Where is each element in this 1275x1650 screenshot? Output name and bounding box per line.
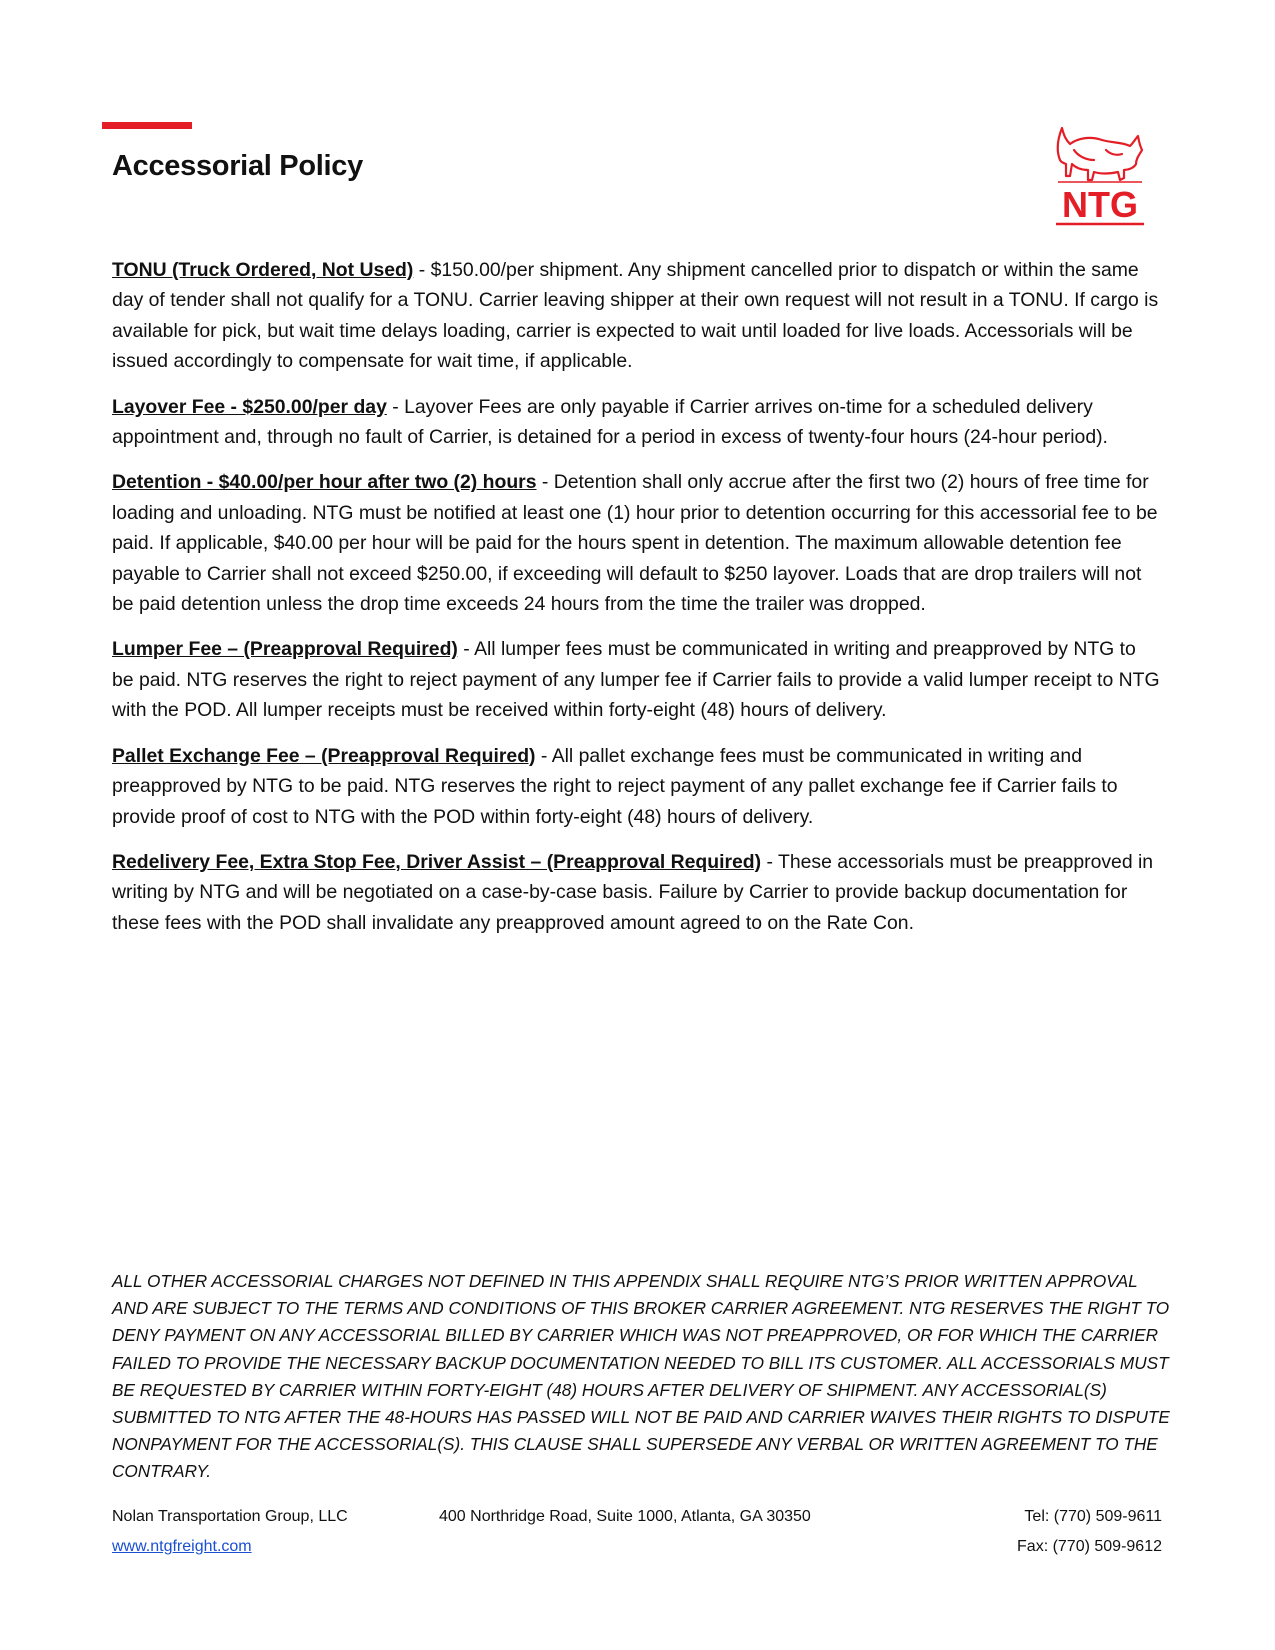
accessorial-notice: ALL OTHER ACCESSORIAL CHARGES NOT DEFINED IN THIS APPENDIX SHALL REQUIRE NTG’S PRIOR WRITTEN APPROVAL AND ARE SUBJECT TO THE TERMS AND CONDITIONS OF THIS BROKER CARRIER AGREEMENT. NTG RESERVES THE RIGHT TO DENY PAYMENT ON ANY ACCESSORIAL BILLED BY CARRIER WHICH WAS NOT PREAPPROVED, OR FOR WHICH THE CARRIER FAILED TO PROVIDE THE NECESSARY BACKUP DOCUMENTATION NEEDED TO BILL ITS CUSTOMER. ALL ACCESSORIALS MUST BE REQUESTED BY CARRIER WITHIN FORTY-EIGHT (48) HOURS AFTER DELIVERY OF SHIPMENT. ANY ACCESSORIAL(S) SUBMITTED TO NTG AFTER THE 48-HOURS HAS PASSED WILL NOT BE PAID AND CARRIER WAIVES THEIR RIGHTS TO DISPUTE NONPAYMENT FOR THE ACCESSORIAL(S). THIS CLAUSE SHALL SUPERSEDE ANY VERBAL OR WRITTEN AGREEMENT TO THE CONTRARY. <box>112 1271 1170 1482</box>
section-heading: Lumper Fee – (Preapproval Required) <box>112 638 458 661</box>
header-accent-bar <box>102 122 192 129</box>
section-heading: Pallet Exchange Fee – (Preapproval Required) <box>112 744 536 767</box>
ntg-logo <box>1050 120 1150 232</box>
section-body: Detention shall only accrue after the first two (2) hours of free time for loading and unloading. NTG must be notified at least one (1) hour prior to detention occurring for this accessorial fee to be paid. If applicable, $40.00 per hour will be paid for the hours spent in detention. The maximum allowable detention fee payable to Carrier shall not exceed $250.00, if exceeding will default to $250 layover. Loads that are drop trailers will not be paid detention unless the drop time exceeds 24 hours from the time the trailer was dropped. <box>112 471 1158 616</box>
policy-section-redelivery: Redelivery Fee, Extra Stop Fee, Driver Assist – (Preapproval Required) - These accessorials must be preapproved in writing by NTG and will be negotiated on a case-by-case basis. Failure by Carrier to provide backup documentation for these fees with the POD shall invalidate any preapproved amount agreed to on the Rate Con. <box>112 850 1154 934</box>
section-body: All lumper fees must be communicated in writing and preapproved by NTG to be paid. NTG reserves the right to reject payment of any lumper fee if Carrier fails to provide a valid lumper receipt to NTG with the POD. All lumper receipts must be received within forty-eight (48) hours of delivery. <box>112 638 1160 722</box>
policy-section-layover: Layover Fee - $250.00/per day - Layover Fees are only payable if Carrier arrives on-time for a scheduled delivery appointment and, through no fault of Carrier, is detained for a period in excess of twenty-four hours (24-hour period). <box>112 395 1108 449</box>
section-body: $150.00/per shipment. Any shipment cancelled prior to dispatch or within the same day of tender shall not qualify for a TONU. Carrier leaving shipper at their own request will not result in a TONU. If cargo is available for pick, but wait time delays loading, carrier is expected to wait until loaded for live loads. Accessorials will be issued accordingly to compensate for wait time, if applicable. <box>112 259 1159 373</box>
section-heading: Redelivery Fee, Extra Stop Fee, Driver Assist – (Preapproval Required) <box>112 850 762 873</box>
footer-fax: Fax: (770) 509-9612 <box>1017 1538 1162 1555</box>
policy-content <box>112 255 1162 953</box>
policy-section-pallet-exchange: Pallet Exchange Fee – (Preapproval Required) - All pallet exchange fees must be communicated in writing and preapproved by NTG to be paid. NTG reserves the right to reject payment of any pallet exchange fee if Carrier fails to provide proof of cost to NTG with the POD within forty-eight (48) hours of delivery. <box>112 744 1118 828</box>
policy-section-lumper: Lumper Fee – (Preapproval Required) - All lumper fees must be communicated in writing and preapproved by NTG to be paid. NTG reserves the right to reject payment of any lumper fee if Carrier fails to provide a valid lumper receipt to NTG with the POD. All lumper receipts must be received within forty-eight (48) hours of delivery. <box>112 638 1160 722</box>
section-heading: Layover Fee - $250.00/per day <box>112 395 387 418</box>
section-body: These accessorials must be preapproved in writing by NTG and will be negotiated on a case-by-case basis. Failure by Carrier to provide backup documentation for these fees with the POD shall invalidate any preapproved amount agreed to on the Rate Con. <box>112 850 1154 934</box>
footer-address: 400 Northridge Road, Suite 1000, Atlanta, GA 30350 <box>439 1508 811 1525</box>
section-heading: Detention - $40.00/per hour after two (2) hours <box>112 471 537 494</box>
logo-text: NTG <box>1062 184 1138 225</box>
policy-section-detention: Detention - $40.00/per hour after two (2) hours - Detention shall only accrue after the first two (2) hours of free time for loading and unloading. NTG must be notified at least one (1) hour prior to detention occurring for this accessorial fee to be paid. If applicable, $40.00 per hour will be paid for the hours spent in detention. The maximum allowable detention fee payable to Carrier shall not exceed $250.00, if exceeding will default to $250 layover. Loads that are drop trailers will not be paid detention unless the drop time exceeds 24 hours from the time the trailer was dropped. <box>112 471 1158 616</box>
section-body: Layover Fees are only payable if Carrier arrives on-time for a scheduled delivery appointment and, through no fault of Carrier, is detained for a period in excess of twenty-four hours (24-hour period). <box>112 395 1108 449</box>
footer-company: Nolan Transportation Group, LLC <box>112 1508 348 1525</box>
footer-website-link[interactable]: www.ntgfreight.com <box>112 1538 252 1555</box>
page-title: Accessorial Policy <box>112 150 363 182</box>
section-heading: TONU (Truck Ordered, Not Used) <box>112 259 414 281</box>
page-footer <box>112 1508 1162 1568</box>
footer-tel: Tel: (770) 509-9611 <box>1024 1508 1162 1525</box>
policy-section-tonu: TONU (Truck Ordered, Not Used) - $150.00/per shipment. Any shipment cancelled prior to dispatch or within the same day of tender shall not qualify for a TONU. Carrier leaving shipper at their own request will not result in a TONU. If cargo is available for pick, but wait time delays loading, carrier is expected to wait until loaded for live loads. Accessorials will be issued accordingly to compensate for wait time, if applicable. <box>112 259 1159 373</box>
section-body: All pallet exchange fees must be communicated in writing and preapproved by NTG to be paid. NTG reserves the right to reject payment of any pallet exchange fee if Carrier fails to provide proof of cost to NTG with the POD within forty-eight (48) hours of delivery. <box>112 744 1118 828</box>
